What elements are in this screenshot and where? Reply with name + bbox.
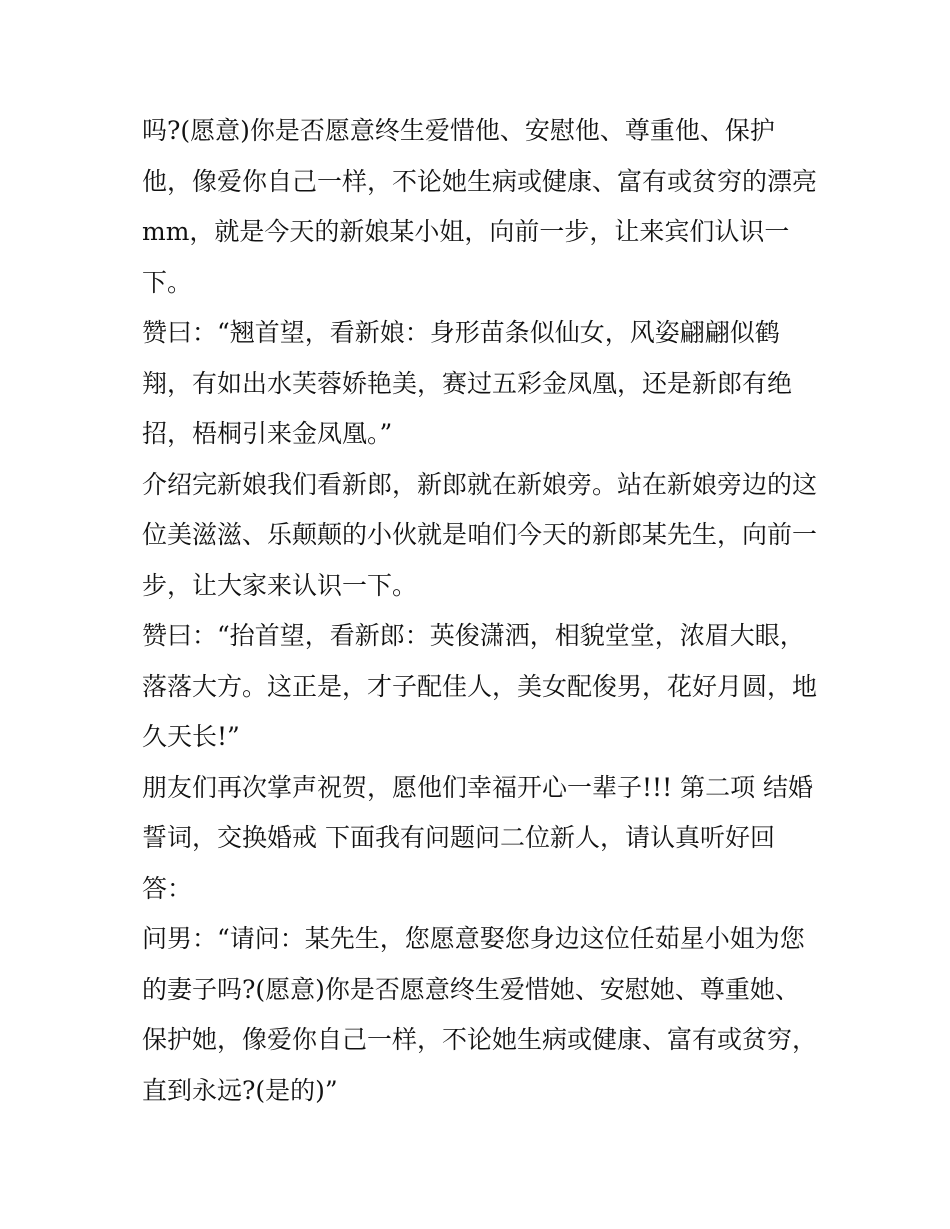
document-body xyxy=(142,106,822,1116)
text-line: 步，让大家来认识一下。 xyxy=(142,570,418,600)
text-line: 他，像爱你自己一样，不论她生病或健康、富有或贫穷的漂亮 xyxy=(142,166,818,196)
text-line: 赞曰：“抬首望，看新郎：英俊潇洒，相貌堂堂，浓眉大眼， xyxy=(142,621,805,650)
text-line: 吗?(愿意)你是否愿意终生爱惜他、安慰他、尊重他、保护 xyxy=(142,116,775,145)
text-line: 招，梧桐引来金凤凰。” xyxy=(142,419,393,448)
text-line: 介绍完新娘我们看新郎，新郎就在新娘旁。站在新娘旁边的这 xyxy=(142,469,818,499)
text-line: 问男：“请问：某先生，您愿意娶您身边这位任茹星小姐为您 xyxy=(142,924,805,953)
text-line: 翔，有如出水芙蓉娇艳美，赛过五彩金凤凰，还是新郎有绝 xyxy=(142,368,793,398)
text-line: 下。 xyxy=(142,267,193,297)
text-line: 赞曰：“翘首望，看新娘：身形苗条似仙女，风姿翩翩似鹤 xyxy=(142,318,780,347)
text-line: 朋友们再次掌声祝贺，愿他们幸福开心一辈子!!! 第二项 结婚 xyxy=(142,772,814,802)
text-line: 直到永远?(是的)” xyxy=(142,1075,338,1105)
text-line: 保护她，像爱你自己一样，不论她生病或健康、富有或贫穷， xyxy=(142,1025,818,1054)
text-line: 答： xyxy=(142,873,193,903)
text-line: 的妻子吗?(愿意)你是否愿意终生爱惜她、安慰她、尊重她、 xyxy=(142,974,800,1004)
text-line: 位美滋滋、乐颠颠的小伙就是咱们今天的新郎某先生，向前一 xyxy=(142,520,818,549)
text-line: mm，就是今天的新娘某小姐，向前一步，让来宾们认识一 xyxy=(142,217,790,246)
text-line: 久天长!” xyxy=(142,722,240,751)
text-line: 落落大方。这正是，才子配佳人，美女配俊男，花好月圆，地 xyxy=(142,671,818,701)
text-line: 誓词，交换婚戒 下面我有问题问二位新人，请认真听好回 xyxy=(142,823,775,852)
